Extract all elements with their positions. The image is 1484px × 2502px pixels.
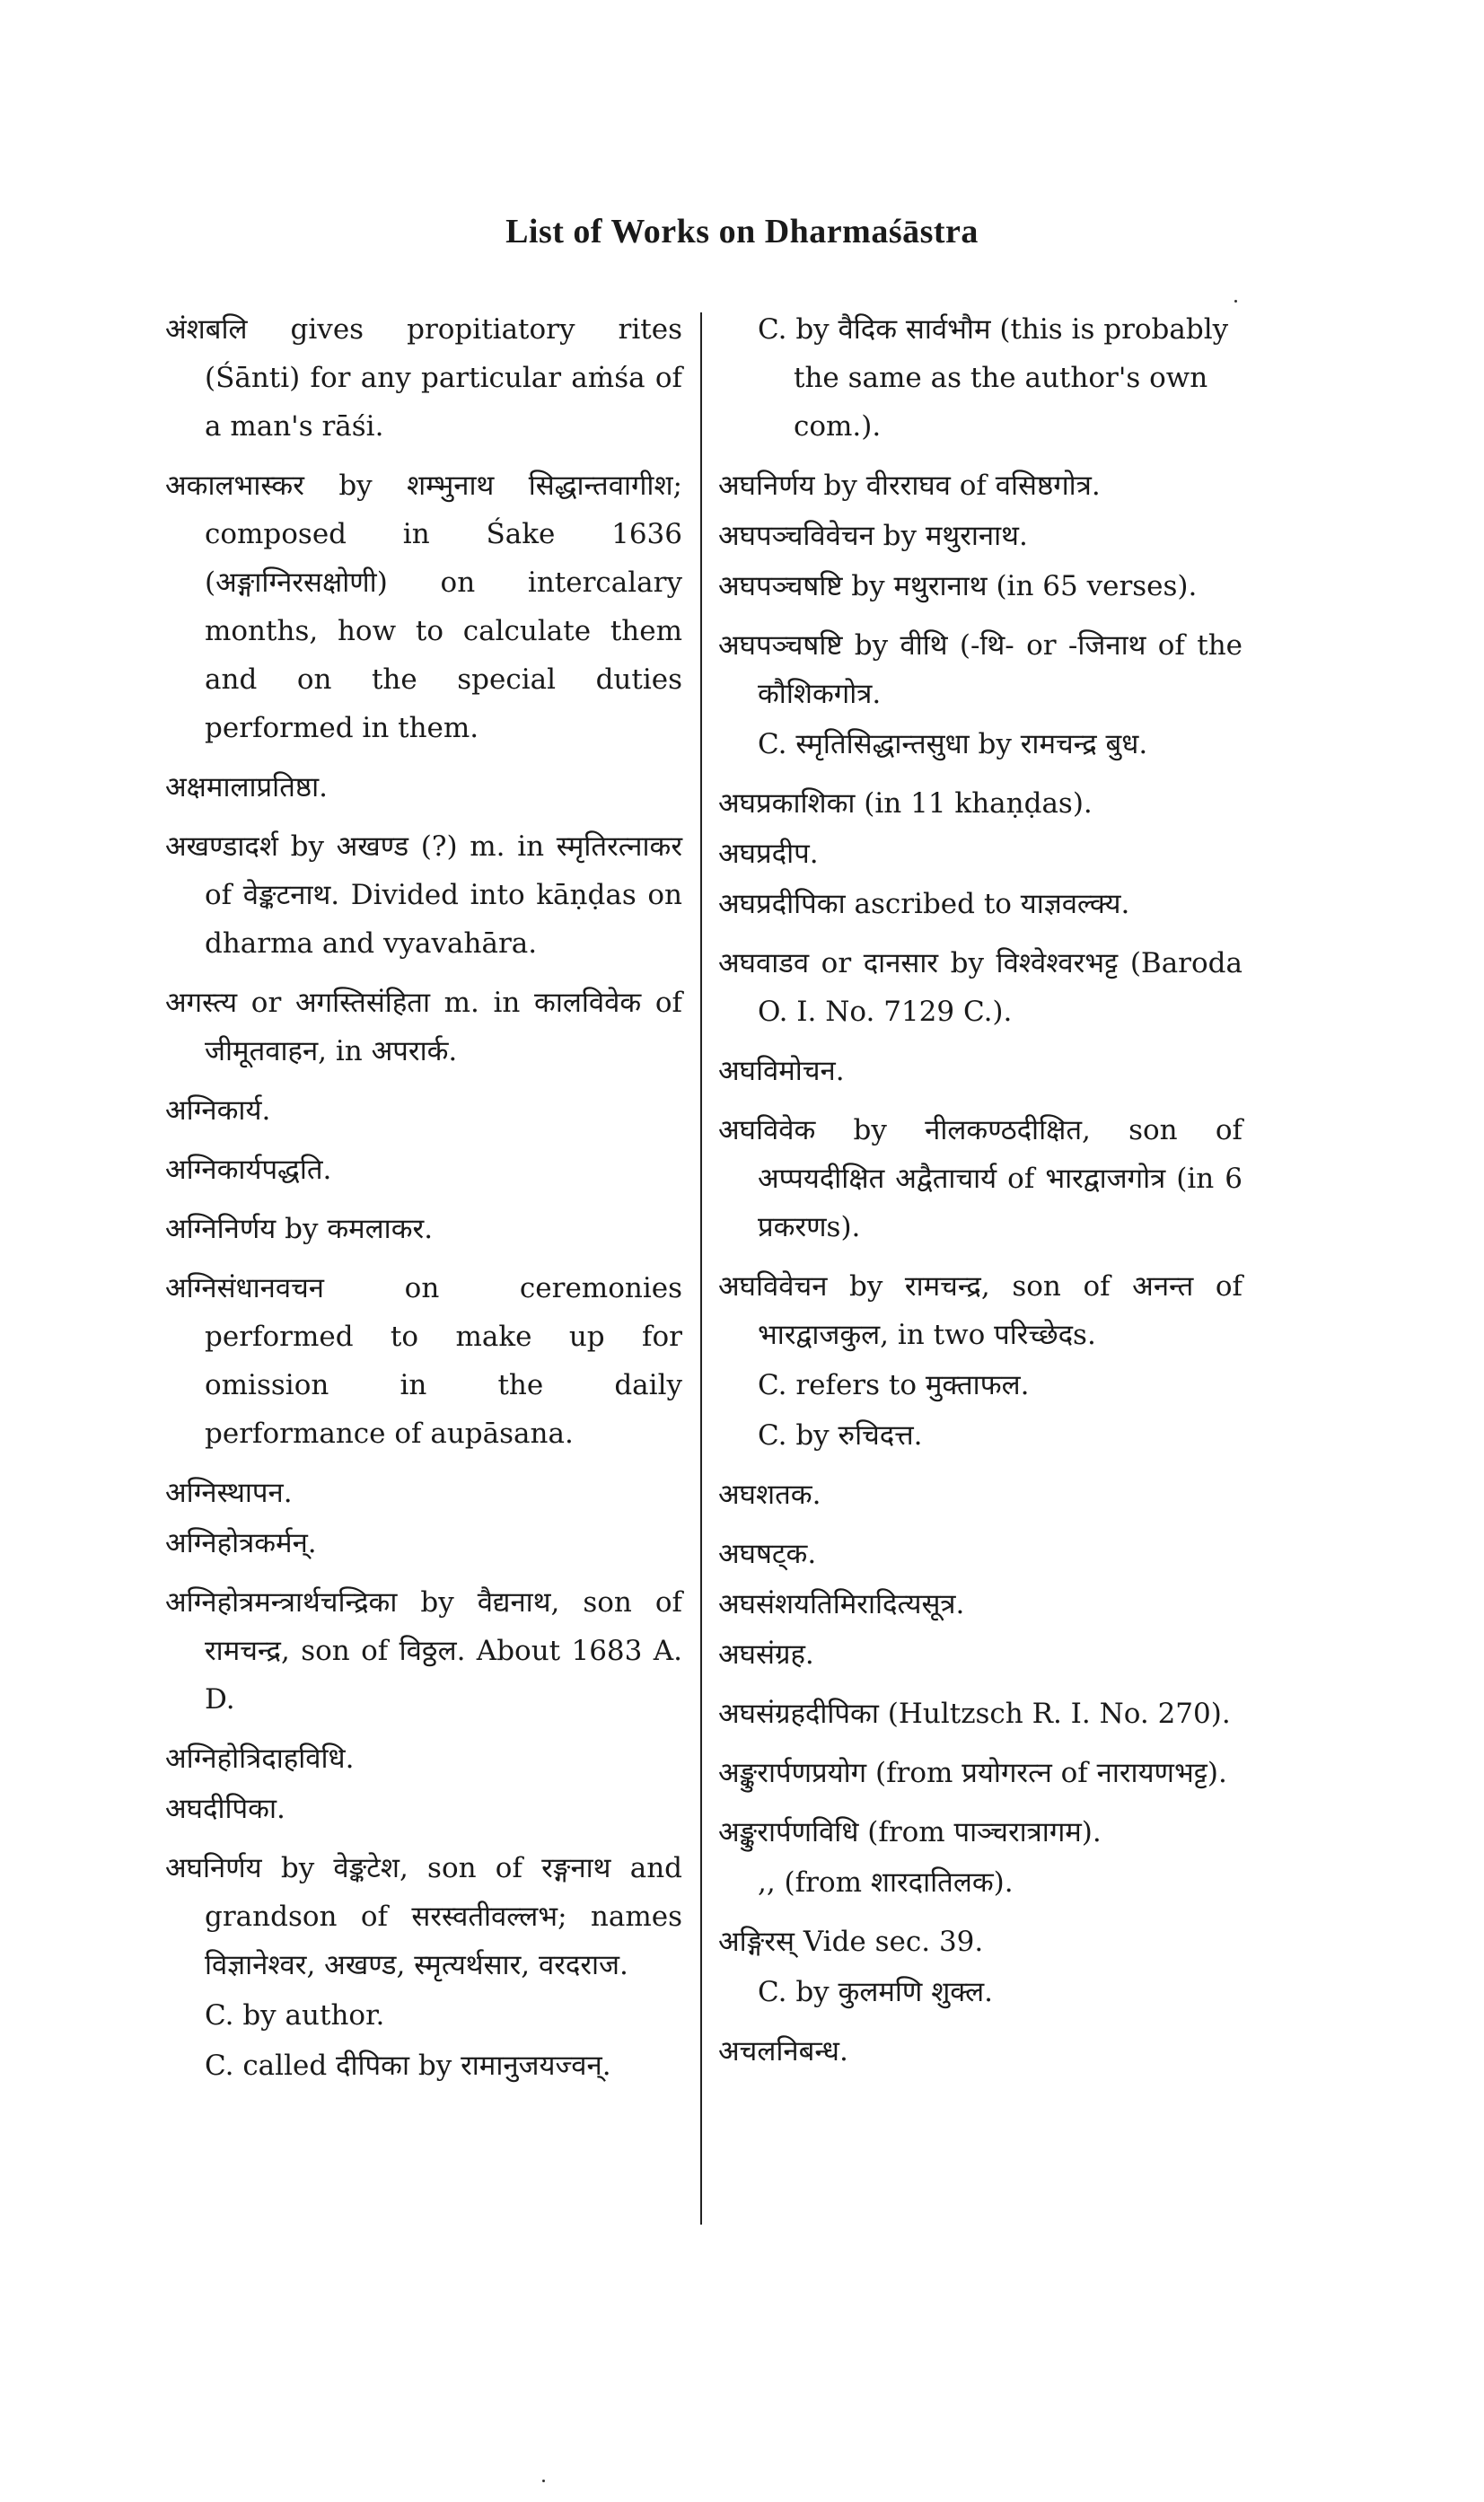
column-divider (700, 312, 702, 2225)
entry-amshabali: अंशबलि gives propitiatory rites (Śānti) for any particular aṁśa of a man's rāśi. (165, 313, 682, 443)
sub-entry-refers-muktaphala: C. refers to मुक्ताफल. (758, 1369, 1030, 1401)
sub-entry-commentary-vaidika: C. by वैदिक सार्वभौम (this is probably the same as the author's own com.). (758, 313, 1229, 443)
print-speck (542, 2480, 545, 2482)
print-speck (1234, 300, 1237, 303)
entry-ankurarpana-prayoga: अङ्कुरार्पणप्रयोग (from प्रयोगरत्न of नारायणभट्ट). (718, 1757, 1227, 1789)
sub-entry-rucidatta: C. by रुचिदत्त. (758, 1419, 923, 1452)
entry-agnikarya: अग्निकार्य. (165, 1094, 271, 1127)
page-title: List of Works on Dharmaśāstra (505, 213, 979, 250)
entry-aghasamshaya: अघसंशयतिमिरादित्यसूत्र. (718, 1588, 965, 1620)
entry-aghaviveka: अघविवेक by नीलकण्ठदीक्षित, son of अप्पयदीक्षित अद्वैताचार्य of भारद्वाजगोत्र (in 6 प्रकरणs). (718, 1114, 1243, 1243)
entry-aghapanca-shashti-vithi: अघपञ्चषष्टि by वीथि (-थि- or -जिनाथ of the कौशिकगोत्र. (718, 629, 1243, 710)
sub-entry-kulamani-shukla: C. by कुलमणि शुक्ल. (758, 1976, 994, 2008)
entry-agastya: अगस्त्य or अगस्तिसंहिता m. in कालविवेक of जीमूतवाहन, in अपरार्क. (165, 987, 682, 1067)
entry-aghadipika: अघदीपिका. (165, 1793, 285, 1825)
entry-agnikarya-paddhati: अग्निकार्यपद्धति. (165, 1154, 332, 1186)
left-column (165, 305, 682, 2092)
sub-entry-sharada-tilaka: ,, (from शारदातिलक). (758, 1866, 1014, 1899)
entry-agninirnaya: अग्निनिर्णय by कमलाकर. (165, 1213, 434, 1245)
entry-agnihotra-mantrartha-candrika: अग्निहोत्रमन्त्रार्थचन्द्रिका by वैद्यनाथ, son of रामचन्द्र, son of विठ्ठल. About 1683 A. D. (165, 1586, 682, 1716)
entry-akshamala-pratishtha: अक्षमालाप्रतिष्ठा. (165, 771, 329, 803)
entry-aghasangraha: अघसंग्रह. (718, 1638, 814, 1671)
entry-aghashataka: अघशतक. (718, 1479, 821, 1511)
entry-agnisandhana-vacana: अग्निसंधानवचन on ceremonies performed to make up for omission in the daily performance of aupāsana. (165, 1272, 682, 1450)
entry-aghanirnaya-venkatesha: अघनिर्णय by वेङ्कटेश, son of रङ्गनाथ and grandson of सरस्वतीवल्लभ; names विज्ञानेश्वर, अखण्ड, स्मृत्यर्थसार, वरदराज. (165, 1852, 682, 1981)
entry-aghavivecana: अघविवेचन by रामचन्द्र, son of अनन्त of भारद्वाजकुल, in two परिच्छेदs. (718, 1270, 1243, 1351)
entry-aghaprakashika: अघप्रकाशिका (in 11 khaṇḍas). (718, 787, 1093, 820)
entry-akhandadarsha: अखण्डादर्श by अखण्ड (?) m. in स्मृतिरत्नाकर of वेङ्कटनाथ. Divided into kāṇḍas on dharma and vyavahāra. (165, 830, 682, 960)
entry-aghavimocana: अघविमोचन. (718, 1055, 845, 1087)
sub-entry-commentary-author: C. by author. (205, 1999, 385, 2032)
entry-akalabhaskara: अकालभास्कर by शम्भुनाथ सिद्धान्तवागीश; composed in Śake 1636 (अङ्गाग्निरसक्षोणी) on intercalary months, how to calculate them and on the special duties performed in them. (165, 470, 682, 744)
right-column (718, 305, 1243, 2086)
entry-ankurarpana-vidhi: अङ्कुरार्पणविधि (from पाञ्चरात्रागम). (718, 1816, 1102, 1848)
entry-agnihotridaha-vidhi: अग्निहोत्रिदाहविधि. (165, 1743, 355, 1775)
entry-acalanibandha: अचलनिबन्ध. (718, 2035, 848, 2067)
entry-aghapanca-vivecana: अघपञ्चविवेचन by मथुरानाथ. (718, 520, 1028, 552)
sub-entry-smriti-siddhanta-sudha: C. स्मृतिसिद्धान्तसुधा by रामचन्द्र बुध. (758, 728, 1148, 760)
entry-aghasangraha-dipika: अघसंग्रहदीपिका (Hultzsch R. I. No. 270). (718, 1698, 1231, 1730)
entry-aghapradipika: अघप्रदीपिका ascribed to याज्ञवल्क्य. (718, 888, 1130, 920)
entry-aghapanca-shashti-mathura: अघपञ्चषष्टि by मथुरानाथ (in 65 verses). (718, 570, 1198, 602)
entry-aghashatka: अघषट्क. (718, 1538, 817, 1570)
entry-aghavadava: अघवाडव or दानसार by विश्वेश्वरभट्ट (Baroda O. I. No. 7129 C.). (718, 947, 1243, 1028)
entry-agnisthapana: अग्निस्थापन. (165, 1477, 293, 1509)
sub-entry-commentary-dipika: C. called दीपिका by रामानुजयज्वन्. (205, 2050, 611, 2082)
entry-agnihotra-karman: अग्निहोत्रकर्मन्. (165, 1527, 317, 1559)
entry-aghanirnaya-viraraghava: अघनिर्णय by वीरराघव of वसिष्ठगोत्र. (718, 470, 1101, 502)
entry-aghapradipa: अघप्रदीप. (718, 838, 819, 870)
entry-angiras: अङ्गिरस् Vide sec. 39. (718, 1926, 984, 1958)
